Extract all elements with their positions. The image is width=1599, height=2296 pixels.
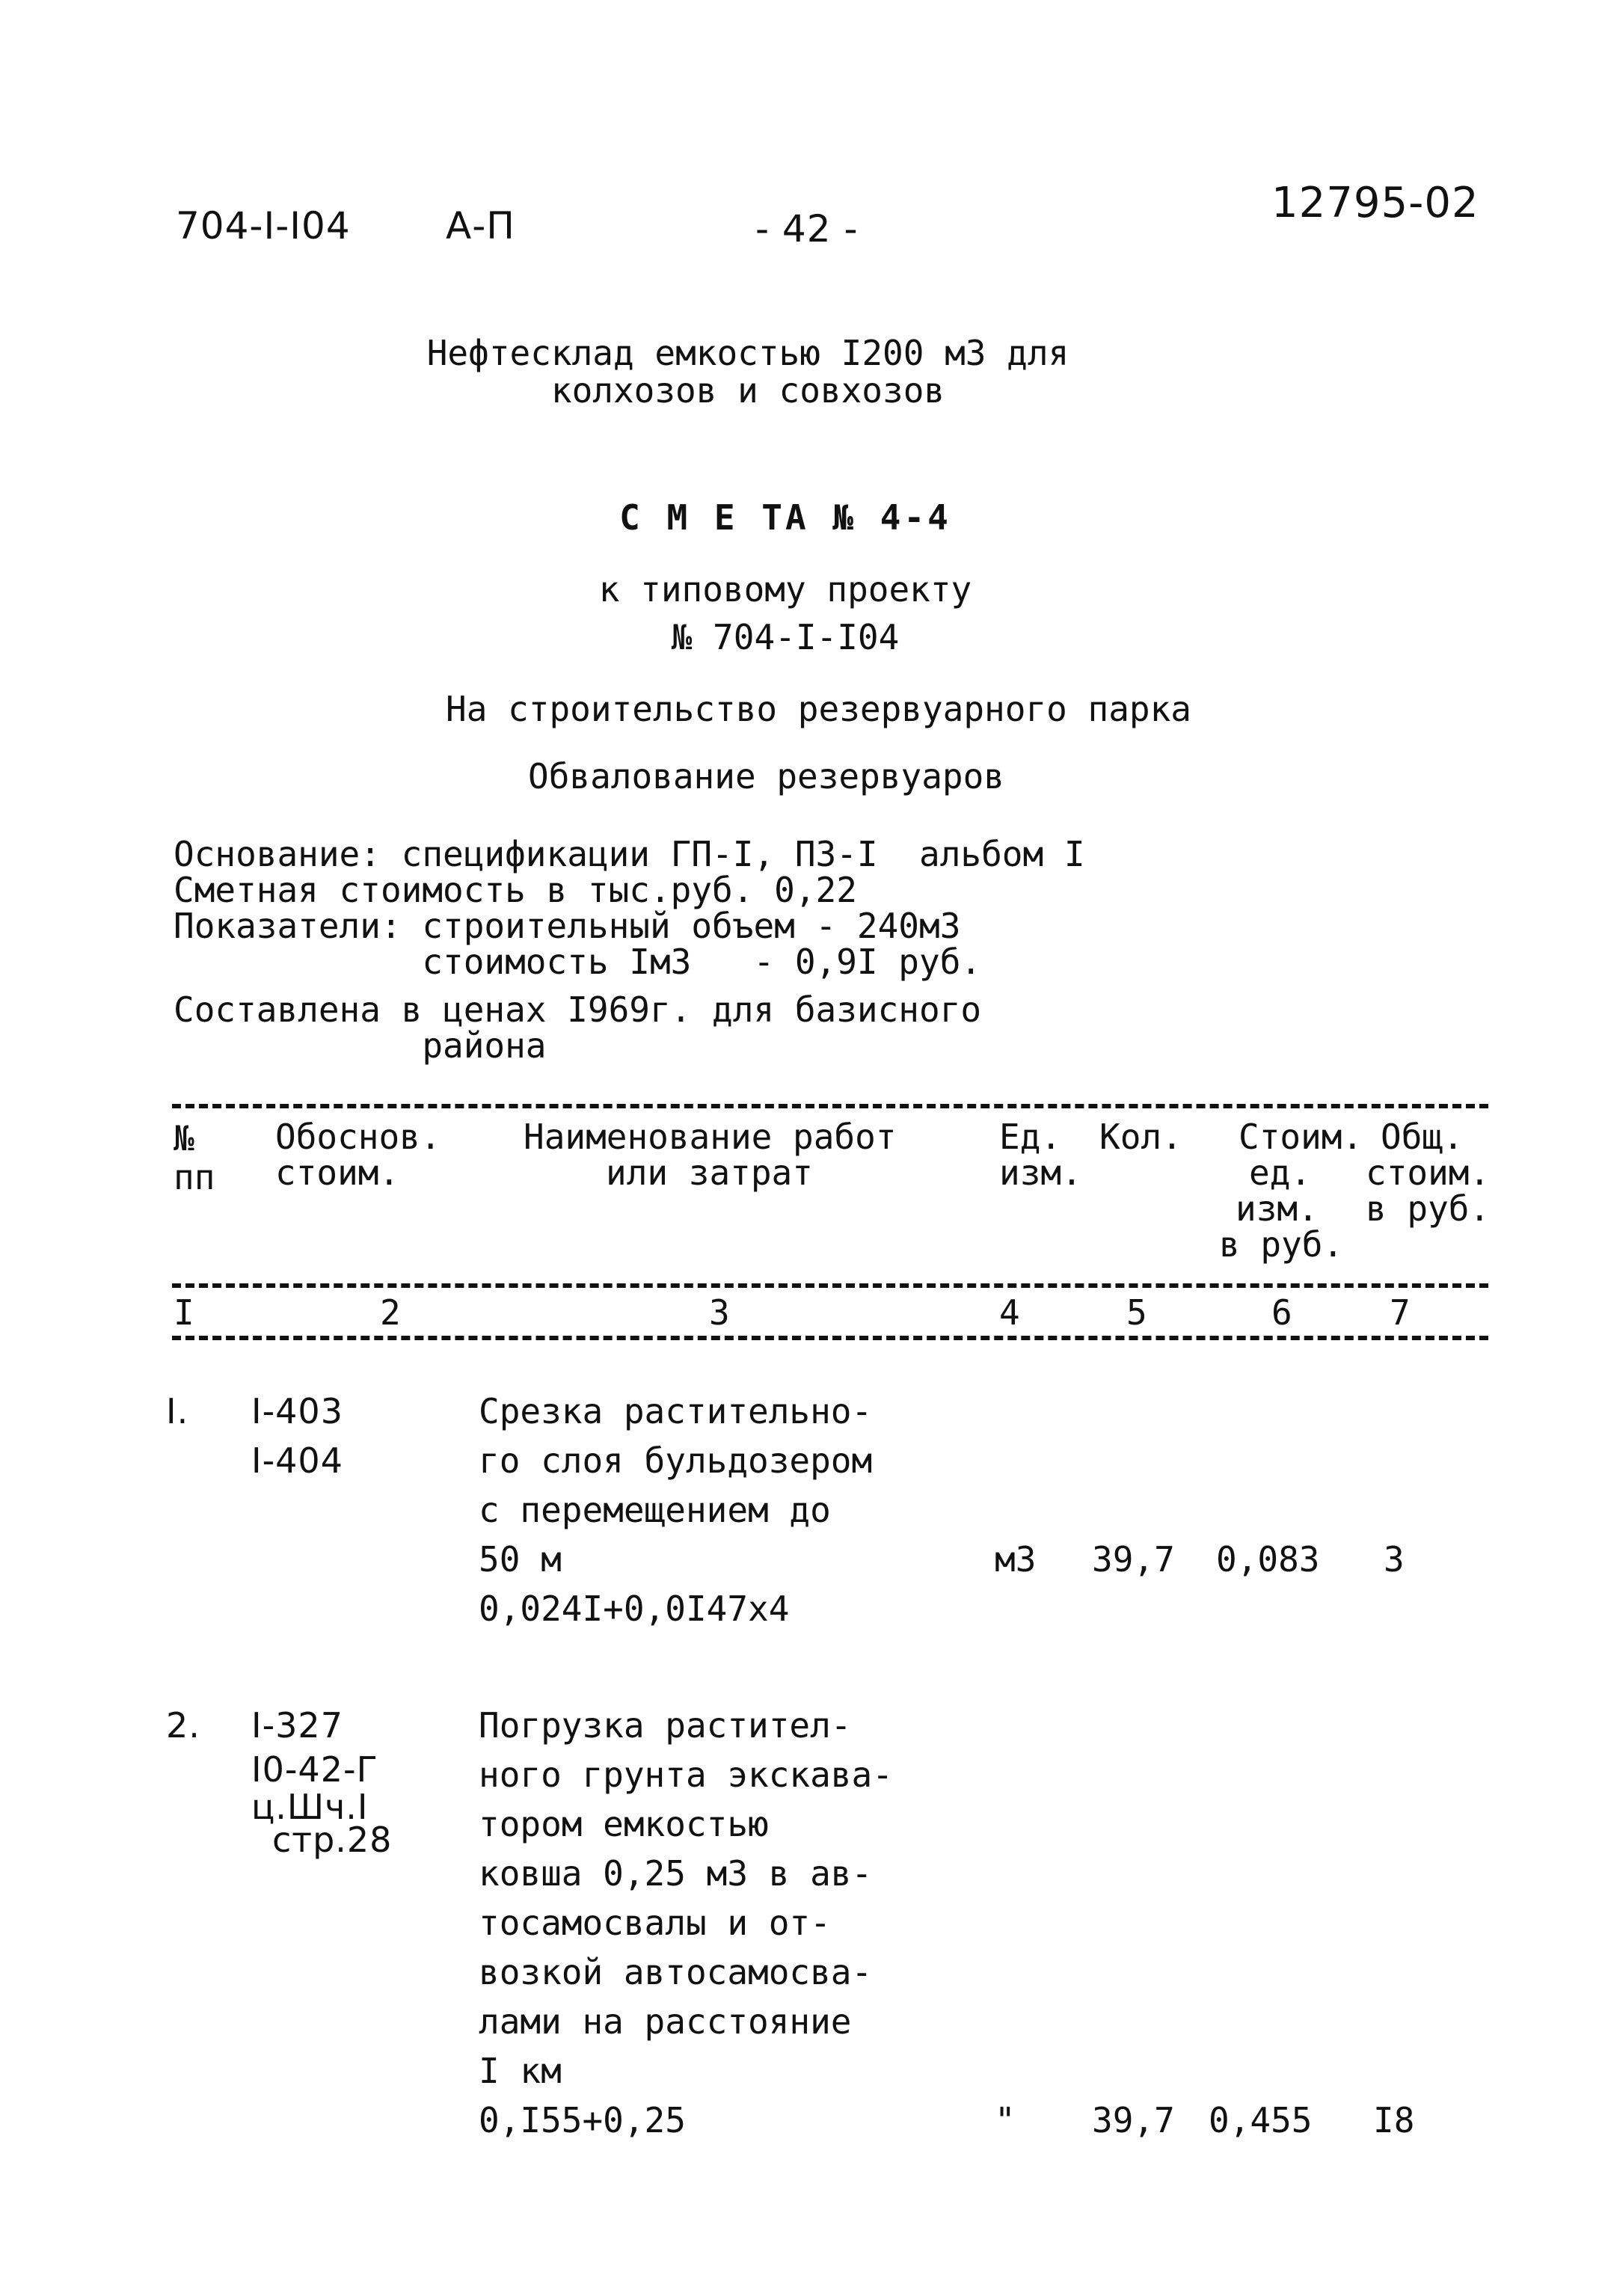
table-top-rule — [172, 1104, 1488, 1108]
header-total-1: Общ. — [1381, 1117, 1464, 1157]
smeta-subtitle-2: № 704-I-I04 — [671, 617, 900, 657]
sheet-label: А-П — [446, 204, 515, 248]
row-2-total: I8 — [1373, 2100, 1415, 2140]
row-1-name-5: 0,024I+0,0I47х4 — [479, 1589, 790, 1629]
header-unit-cost-1: Стоим. — [1239, 1117, 1363, 1157]
table-header-rule — [172, 1283, 1488, 1288]
row-2-name-8: I км — [479, 2051, 562, 2091]
row-1-basis-1: I-403 — [251, 1391, 343, 1431]
row-1-num: I. — [166, 1391, 189, 1431]
basis-line-1: Основание: спецификации ГП-I, ПЗ-I альбом I — [174, 834, 1085, 874]
header-num-1: № — [174, 1118, 194, 1158]
row-2-qty: 39,7 — [1092, 2100, 1175, 2140]
header-total-2: стоим. — [1366, 1152, 1491, 1193]
title-line-1: Нефтесклад емкостью I200 м3 для — [426, 333, 1069, 373]
row-2-name-6: возкой автосамосва- — [479, 1952, 873, 1992]
smeta-subtitle-1: к типовому проекту — [598, 569, 972, 610]
header-unit-2: изм. — [999, 1152, 1082, 1193]
section-line: Обвалование резервуаров — [528, 756, 1004, 796]
row-2-name-5: тосамосвалы и от- — [479, 1903, 831, 1943]
row-1-unit: м3 — [995, 1539, 1037, 1580]
row-2-num: 2. — [166, 1705, 200, 1746]
header-total-3: в руб. — [1366, 1188, 1491, 1229]
column-number-3: 3 — [709, 1292, 730, 1333]
title-line-2: колхозов и совхозов — [550, 370, 945, 411]
document-code: 704-I-I04 — [176, 204, 351, 248]
header-unit-cost-2: ед. — [1249, 1152, 1312, 1193]
row-2-unit-cost: 0,455 — [1209, 2100, 1313, 2140]
row-1-unit-cost: 0,083 — [1216, 1539, 1320, 1580]
column-number-5: 5 — [1126, 1292, 1147, 1333]
row-2-basis-2: I0-42-Г — [251, 1749, 378, 1790]
row-1-qty: 39,7 — [1092, 1539, 1175, 1580]
column-numbers-rule — [172, 1336, 1488, 1340]
column-number-6: 6 — [1271, 1292, 1292, 1333]
construction-line: На строительство резервуарного парка — [446, 689, 1191, 729]
basis-line-4: стоимость Iм3 - 0,9I руб. — [174, 942, 982, 982]
header-num-2: пп — [174, 1157, 215, 1197]
row-2-basis-3: ц.Шч.I — [251, 1787, 369, 1827]
column-number-1: I — [174, 1292, 194, 1333]
basis-line-6: района — [174, 1025, 547, 1066]
row-1-name-4: 50 м — [479, 1539, 562, 1580]
row-2-basis-4: стр.28 — [272, 1820, 393, 1860]
row-1-name-1: Срезка растительно- — [479, 1391, 873, 1431]
column-number-7: 7 — [1390, 1292, 1411, 1333]
header-name-2: или затрат — [606, 1152, 813, 1193]
row-2-unit: " — [995, 2100, 1016, 2140]
row-2-name-1: Погрузка растител- — [479, 1705, 852, 1746]
basis-line-2: Сметная стоимость в тыс.руб. 0,22 — [174, 870, 857, 910]
header-unit-cost-3: изм. — [1236, 1188, 1319, 1229]
header-basis-2: стоим. — [275, 1152, 400, 1193]
column-number-2: 2 — [380, 1292, 401, 1333]
row-1-total: 3 — [1384, 1539, 1405, 1580]
smeta-heading: С М Е ТА № 4-4 — [619, 497, 951, 538]
row-1-name-3: с перемещением до — [479, 1490, 831, 1530]
archive-number: 12795-02 — [1271, 179, 1479, 227]
column-number-4: 4 — [999, 1292, 1020, 1333]
row-2-name-2: ного грунта экскава- — [479, 1755, 893, 1795]
header-unit-1: Ед. — [999, 1117, 1062, 1157]
row-2-name-4: ковша 0,25 м3 в ав- — [479, 1853, 873, 1894]
basis-line-3: Показатели: строительный объем - 240м3 — [174, 906, 961, 946]
basis-line-5: Составлена в ценах I969г. для базисного — [174, 989, 982, 1030]
row-1-basis-2: I-404 — [251, 1440, 343, 1481]
row-2-basis-1: I-327 — [251, 1705, 343, 1746]
row-2-name-3: тором емкостью — [479, 1804, 769, 1844]
row-2-name-7: лами на расстояние — [479, 2001, 852, 2042]
header-unit-cost-4: в руб. — [1219, 1224, 1344, 1265]
header-qty: Кол. — [1099, 1117, 1182, 1157]
header-basis-1: Обоснов. — [275, 1117, 441, 1157]
page-number: - 42 - — [755, 207, 859, 251]
header-name-1: Наименование работ — [524, 1117, 897, 1157]
row-2-name-9: 0,I55+0,25 — [479, 2100, 686, 2140]
row-1-name-2: го слоя бульдозером — [479, 1440, 873, 1481]
